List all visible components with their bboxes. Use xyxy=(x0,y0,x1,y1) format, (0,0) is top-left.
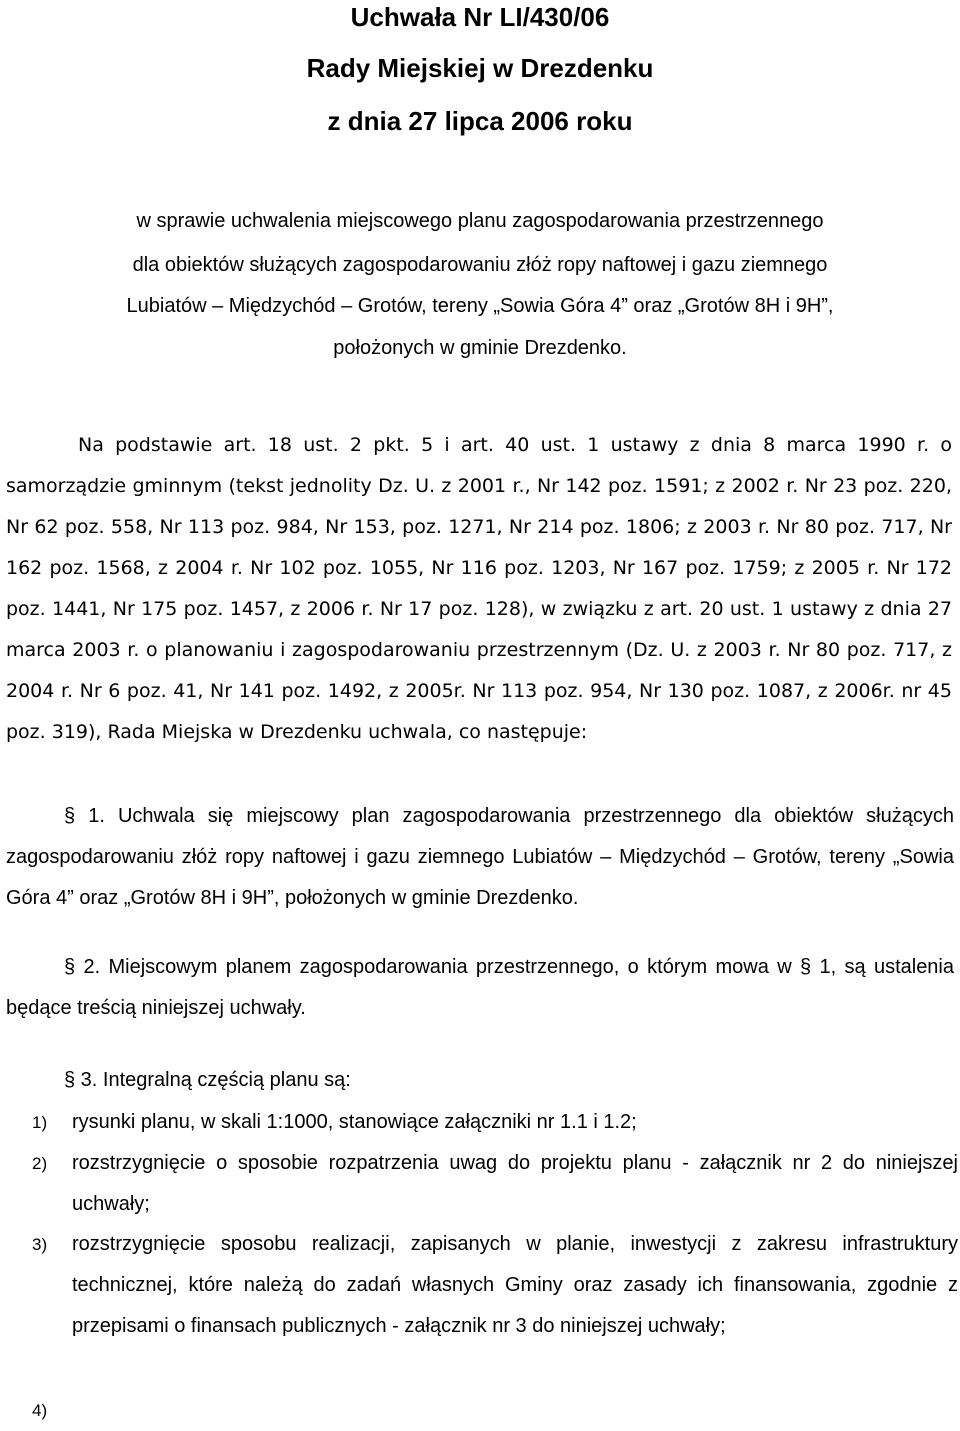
legal-basis-preamble xyxy=(6,425,952,753)
list-item-text: rozstrzygnięcie sposobu realizacji, zapisanych w planie, inwestycji z zakresu infrastruktury technicznej, które należą do zadań własnych Gminy oraz zasady ich finansowania, zgodnie z przepisami o finansach publicznych - załącznik nr 3 do niniejszej uchwały; xyxy=(72,1233,958,1337)
section-2-text: § 2. Miejscowym planem zagospodarowania przestrzennego, o którym mowa w § 1, są ustalenia będące treścią niniejszej uchwały. xyxy=(6,956,954,1019)
section-3 xyxy=(6,1060,954,1101)
subject-line-1: w sprawie uchwalenia miejscowego planu zagospodarowania przestrzennego xyxy=(136,210,824,232)
list-item-number: 2) xyxy=(32,1154,48,1173)
subject-line-3: Lubiatów – Międzychód – Grotów, tereny „Sowia Góra 4” oraz „Grotów 8H i 9H”, xyxy=(126,295,834,317)
resolution-number: Uchwała Nr LI/430/06 xyxy=(350,2,610,32)
council-name: Rady Miejskiej w Drezdenku xyxy=(306,53,654,83)
section-1 xyxy=(6,796,954,919)
section-1-text: § 1. Uchwala się miejscowy plan zagospodarowania przestrzennego dla obiektów służących zagospodarowaniu złóż ropy naftowej i gazu ziemnego Lubiatów – Międzychód – Grotów, tereny „Sowia Góra 4” oraz „Grotów 8H i 9H”, położonych w gminie Drezdenko. xyxy=(6,805,954,909)
section-2 xyxy=(6,947,954,1029)
list-item-text: rozstrzygnięcie o sposobie rozpatrzenia uwag do projektu planu - załącznik nr 2 do niniejszej uchwały; xyxy=(72,1152,958,1215)
resolution-date: z dnia 27 lipca 2006 roku xyxy=(327,106,633,136)
list-item-number: 4) xyxy=(32,1401,48,1420)
list-item-number: 3) xyxy=(32,1235,48,1254)
subject-line-2: dla obiektów służących zagospodarowaniu złóż ropy naftowej i gazu ziemnego xyxy=(132,254,828,276)
section-3-text: § 3. Integralną częścią planu są: xyxy=(64,1069,351,1091)
preamble-text: Na podstawie art. 18 ust. 2 pkt. 5 i art. 40 ust. 1 ustawy z dnia 8 marca 1990 r. o samorządzie gminnym (tekst jednolity Dz. U. z 2001 r., Nr 142 poz. 1591; z 2002 r. Nr 23 poz. 220, Nr 62 poz. 558, Nr 113 poz. 984, Nr 153, poz. 1271, Nr 214 poz. 1806; z 2003 r. Nr 80 poz. 717, Nr 162 poz. 1568, z 2004 r. Nr 102 poz. 1055, Nr 116 poz. 1203, Nr 167 poz. 1759; z 2005 r. Nr 172 poz. 1441, Nr 175 poz. 1457, z 2006 r. Nr 17 poz. 128), w związku z art. 20 ust. 1 ustawy z dnia 27 marca 2003 r. o planowaniu i zagospodarowaniu przestrzennym (Dz. U. z 2003 r. Nr 80 poz. 717, z 2004 r. Nr 6 poz. 41, Nr 141 poz. 1492, z 2005r. Nr 113 poz. 954, Nr 130 poz. 1087, z 2006r. nr 45 poz. 319), Rada Miejska w Drezdenku uchwala, co następuje: xyxy=(6,434,952,743)
list-item-number: 1) xyxy=(32,1113,48,1132)
subject-line-4: położonych w gminie Drezdenko. xyxy=(333,337,627,359)
list-item-text: rysunki planu, w skali 1:1000, stanowiące załączniki nr 1.1 i 1.2; xyxy=(72,1111,637,1133)
